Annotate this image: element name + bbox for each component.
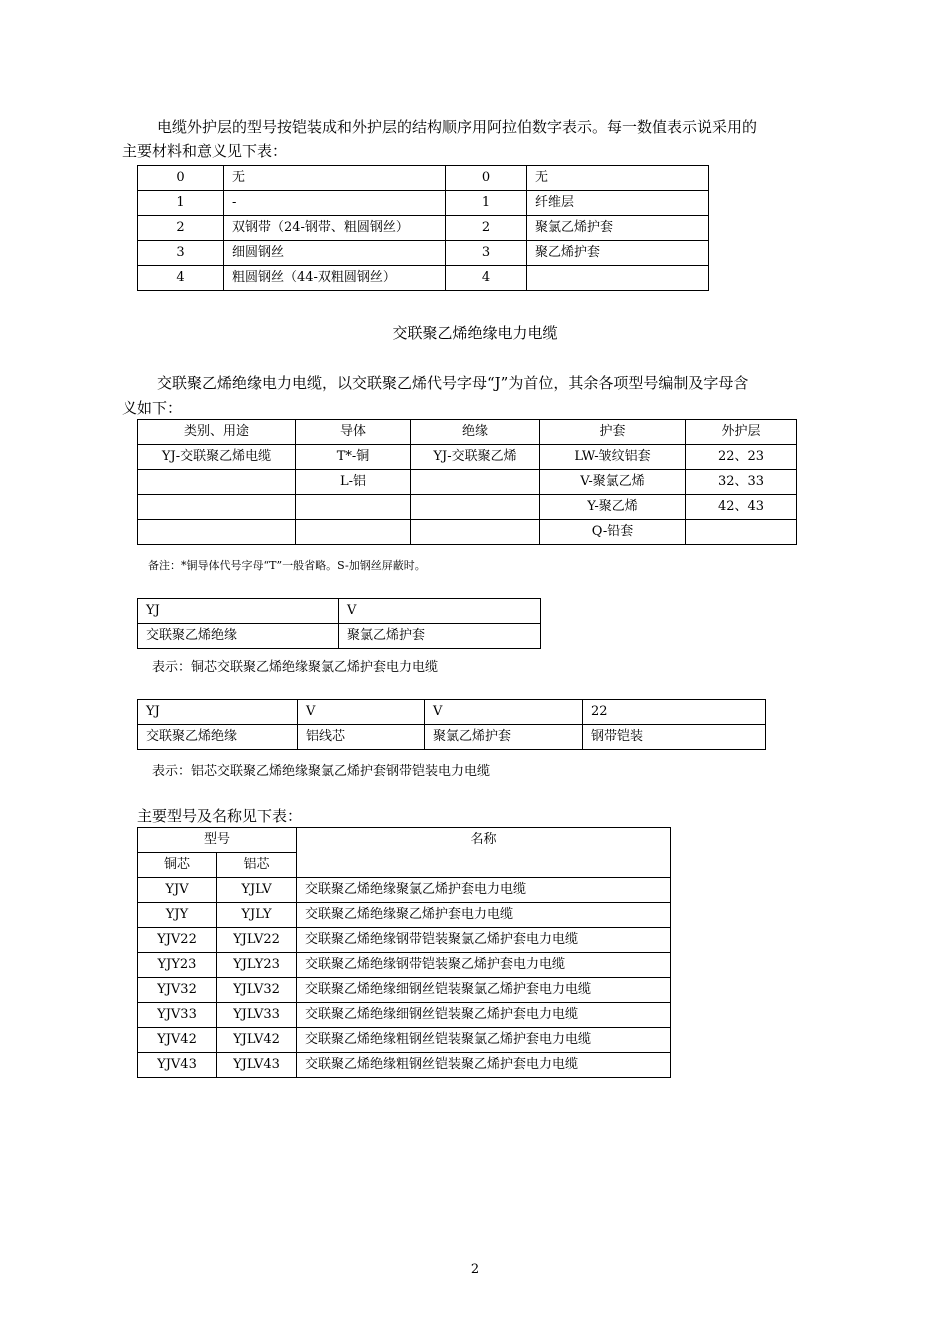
- table-cell: 交联聚乙烯绝缘: [138, 725, 298, 750]
- table-cell: 纤维层: [527, 191, 709, 216]
- table-cell: YJLV: [217, 878, 297, 903]
- table-cell: 无: [224, 166, 446, 191]
- table-cell: YJY23: [138, 953, 217, 978]
- table-cell: 3: [138, 241, 224, 266]
- table-cell: 聚氯乙烯护套: [425, 725, 583, 750]
- table-cell: YJLV33: [217, 1003, 297, 1028]
- table-cell: T*-铜: [296, 445, 411, 470]
- table-cell: 铝线芯: [298, 725, 425, 750]
- table-cell: L-铝: [296, 470, 411, 495]
- table-row: [138, 953, 671, 978]
- table-cell: 交联聚乙烯绝缘聚氯乙烯护套电力电缆: [297, 878, 671, 903]
- table-row: [138, 928, 671, 953]
- table-cell: 粗圆钢丝（44-双粗圆钢丝）: [224, 266, 446, 291]
- column-header-aluminum: 铝芯: [217, 853, 297, 878]
- table-cell: 聚氯乙烯护套: [339, 624, 541, 649]
- table-cell: 22: [583, 700, 766, 725]
- table-cell: LW-皱纹铝套: [540, 445, 686, 470]
- table-header-row: [138, 828, 671, 853]
- table-cell: 聚氯乙烯护套: [527, 216, 709, 241]
- table-cell: YJV33: [138, 1003, 217, 1028]
- table-cell: YJ-交联聚乙烯电缆: [138, 445, 296, 470]
- table-header-row: [138, 420, 797, 445]
- table-note: 备注：*铜导体代号字母“T”一般省略。S-加钢丝屏蔽时。: [148, 559, 426, 572]
- table-cell: Q-铅套: [540, 520, 686, 545]
- table-cell: 2: [138, 216, 224, 241]
- table-cell: 交联聚乙烯绝缘细钢丝铠装聚乙烯护套电力电缆: [297, 1003, 671, 1028]
- table-cell: 0: [138, 166, 224, 191]
- intro-line-2: 主要材料和意义见下表：: [122, 142, 288, 160]
- table-cell: YJLY: [217, 903, 297, 928]
- table-cell: YJLV32: [217, 978, 297, 1003]
- table-row: [138, 166, 709, 191]
- para2-line-2: 义如下：: [122, 399, 183, 417]
- table-cell: 2: [446, 216, 527, 241]
- table-row: [138, 978, 671, 1003]
- table-cell: [138, 520, 296, 545]
- table-cell: V-聚氯乙烯: [540, 470, 686, 495]
- table-cell: Y-聚乙烯: [540, 495, 686, 520]
- table-cell: YJ: [138, 599, 339, 624]
- table-cell: [411, 495, 540, 520]
- table-row: [138, 520, 797, 545]
- table-cell: 1: [446, 191, 527, 216]
- sheath-code-table: [137, 165, 709, 291]
- table-cell: [138, 470, 296, 495]
- example-1-table: [137, 598, 541, 649]
- table-cell: 细圆钢丝: [224, 241, 446, 266]
- table-cell: V: [339, 599, 541, 624]
- table-row: [138, 1028, 671, 1053]
- example-2-caption: 表示：铝芯交联聚乙烯绝缘聚氯乙烯护套钢带铠装电力电缆: [152, 764, 491, 779]
- column-header: 类别、用途: [138, 420, 296, 445]
- table-cell: YJLY23: [217, 953, 297, 978]
- table-cell: 交联聚乙烯绝缘粗钢丝铠装聚氯乙烯护套电力电缆: [297, 1028, 671, 1053]
- table-cell: 钢带铠装: [583, 725, 766, 750]
- column-header-name: 名称: [297, 828, 671, 878]
- table-cell: YJV32: [138, 978, 217, 1003]
- table-cell: 聚乙烯护套: [527, 241, 709, 266]
- section-title: 交联聚乙烯绝缘电力电缆: [392, 324, 558, 342]
- table-cell: YJV22: [138, 928, 217, 953]
- table-row: [138, 241, 709, 266]
- column-header: 导体: [296, 420, 411, 445]
- table-cell: -: [224, 191, 446, 216]
- table-cell: [686, 520, 797, 545]
- column-header-model: 型号: [138, 828, 297, 853]
- table-cell: YJ: [138, 700, 298, 725]
- table-row: [138, 470, 797, 495]
- table-row: [138, 191, 709, 216]
- intro-line-1: 电缆外护层的型号按铠装成和外护层的结构顺序用阿拉伯数字表示。每一数值表示说采用的: [157, 118, 758, 136]
- table-cell: [296, 495, 411, 520]
- table-cell: 交联聚乙烯绝缘聚乙烯护套电力电缆: [297, 903, 671, 928]
- table-row: [138, 1053, 671, 1078]
- column-header-copper: 铜芯: [138, 853, 217, 878]
- table-cell: 无: [527, 166, 709, 191]
- column-header: 护套: [540, 420, 686, 445]
- table-cell: 交联聚乙烯绝缘粗钢丝铠装聚乙烯护套电力电缆: [297, 1053, 671, 1078]
- table-cell: 双钢带（24-钢带、粗圆钢丝）: [224, 216, 446, 241]
- table-cell: 交联聚乙烯绝缘钢带铠装聚乙烯护套电力电缆: [297, 953, 671, 978]
- models-heading: 主要型号及名称见下表：: [137, 807, 303, 825]
- table-cell: YJV43: [138, 1053, 217, 1078]
- table-cell: 3: [446, 241, 527, 266]
- table-cell: 4: [138, 266, 224, 291]
- table-cell: 1: [138, 191, 224, 216]
- table-row: [138, 903, 671, 928]
- table-cell: 0: [446, 166, 527, 191]
- table-row: [138, 725, 766, 750]
- table-cell: 32、33: [686, 470, 797, 495]
- table-cell: YJ-交联聚乙烯: [411, 445, 540, 470]
- table-cell: [138, 495, 296, 520]
- table-cell: 交联聚乙烯绝缘细钢丝铠装聚氯乙烯护套电力电缆: [297, 978, 671, 1003]
- table-cell: V: [425, 700, 583, 725]
- table-cell: 22、23: [686, 445, 797, 470]
- table-cell: 交联聚乙烯绝缘钢带铠装聚氯乙烯护套电力电缆: [297, 928, 671, 953]
- table-cell: [411, 470, 540, 495]
- table-row: [138, 1003, 671, 1028]
- table-cell: 42、43: [686, 495, 797, 520]
- table-cell: YJV42: [138, 1028, 217, 1053]
- page-number: 2: [470, 1262, 480, 1277]
- table-cell: V: [298, 700, 425, 725]
- table-cell: YJV: [138, 878, 217, 903]
- table-cell: YJLV22: [217, 928, 297, 953]
- example-2-table: [137, 699, 766, 750]
- column-header: 绝缘: [411, 420, 540, 445]
- table-row: [138, 624, 541, 649]
- table-row: [138, 216, 709, 241]
- table-cell: 4: [446, 266, 527, 291]
- column-header: 外护层: [686, 420, 797, 445]
- table-cell: [527, 266, 709, 291]
- table-row: [138, 495, 797, 520]
- model-list-table: [137, 827, 671, 1078]
- example-1-caption: 表示：铜芯交联聚乙烯绝缘聚氯乙烯护套电力电缆: [152, 660, 439, 675]
- model-code-table: [137, 419, 797, 545]
- para2-line-1: 交联聚乙烯绝缘电力电缆，以交联聚乙烯代号字母“J”为首位，其余各项型号编制及字母含: [157, 374, 749, 392]
- table-cell: YJY: [138, 903, 217, 928]
- table-cell: 交联聚乙烯绝缘: [138, 624, 339, 649]
- table-cell: [411, 520, 540, 545]
- table-row: [138, 700, 766, 725]
- table-row: [138, 445, 797, 470]
- table-cell: [296, 520, 411, 545]
- table-row: [138, 878, 671, 903]
- table-row: [138, 599, 541, 624]
- table-cell: YJLV42: [217, 1028, 297, 1053]
- table-row: [138, 266, 709, 291]
- table-cell: YJLV43: [217, 1053, 297, 1078]
